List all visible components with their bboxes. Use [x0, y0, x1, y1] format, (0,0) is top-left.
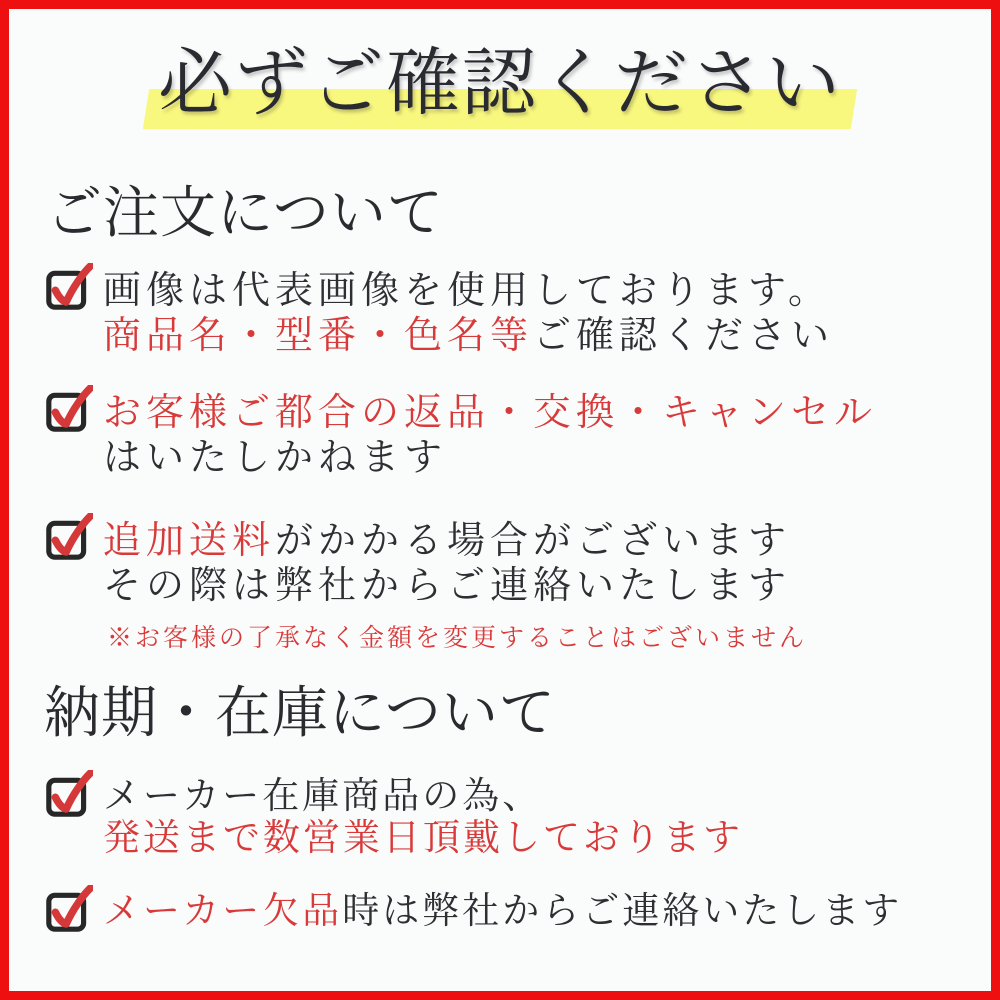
- notice-title: 必ずご確認ください: [158, 43, 842, 125]
- order-item-images: [46, 263, 834, 359]
- notice-line: はいたしかねます: [103, 437, 448, 479]
- stock-section-heading: 納期・在庫について: [44, 683, 556, 745]
- notice-line: がかかる場合がございます: [275, 520, 792, 562]
- notice-line: 時は弊社からご連絡いたします: [342, 891, 903, 932]
- checkbox-checked-icon: [46, 385, 93, 432]
- notice-line: 画像は代表画像を使用しております。: [103, 270, 831, 312]
- checkbox-checked-icon: [46, 513, 93, 560]
- order-section-heading: ご注文について: [46, 183, 444, 245]
- checkbox-checked-icon: [46, 770, 93, 817]
- stock-item-out-of-stock: [46, 885, 902, 933]
- notice-accent-text: メーカー欠品: [103, 891, 343, 932]
- notice-accent-text: 商品名・型番・色名等: [103, 315, 534, 357]
- stock-item-out-of-stock-text: [103, 885, 902, 933]
- order-item-returns: [46, 385, 877, 481]
- checkbox-checked-icon: [46, 885, 93, 932]
- order-item-shipping-fee-text: [103, 513, 807, 654]
- notice-accent-text: 追加送料: [103, 520, 276, 562]
- order-item-images-text: [103, 263, 834, 359]
- notice-line: ご確認ください: [533, 315, 835, 357]
- stock-item-lead-time: [46, 770, 743, 860]
- notice-line: その際は弊社からご連絡いたします: [103, 565, 792, 607]
- notice-title-block: [0, 44, 1000, 125]
- stock-item-lead-time-text: [103, 770, 743, 860]
- notice-line: メーカー在庫商品の為、: [103, 776, 543, 817]
- notice-accent-text: 発送まで数営業日頂戴しております: [103, 818, 743, 859]
- order-item-shipping-fee: [46, 513, 807, 654]
- checkbox-checked-icon: [46, 263, 93, 310]
- price-change-note: ※お客様の了承なく金額を変更することはございません: [107, 625, 808, 652]
- notice-accent-text: お客様ご都合の返品・交換・キャンセル: [103, 392, 878, 434]
- order-item-returns-text: [103, 385, 877, 481]
